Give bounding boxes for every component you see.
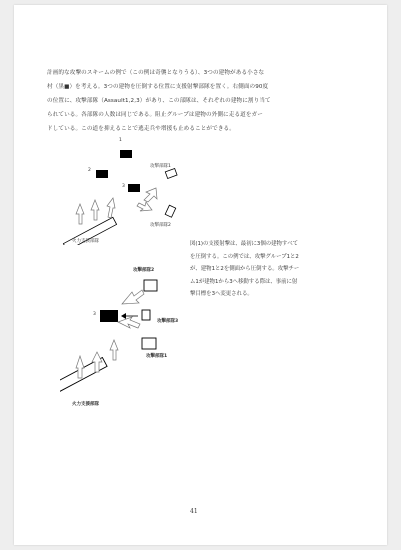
assault-team-3-box: [142, 310, 150, 320]
arrow-icon: [76, 356, 84, 378]
building-3-number: 3: [93, 312, 96, 317]
paragraph-line: ドしている。この道を抑えることで逃走兵や増援も止めることができる。: [47, 126, 235, 132]
building-3: [128, 184, 140, 192]
building-1-number: 1: [119, 138, 122, 143]
assault-team-3-label: 攻撃部隊3: [157, 319, 179, 324]
support-fire-label: 火力支援部隊: [72, 239, 99, 244]
paragraph-line: の位置に、攻撃部隊（Assault1,2,3）があり、この部隊は、それぞれの建物に割り当て: [47, 98, 271, 104]
arrow-icon: [121, 313, 126, 319]
arrow-icon: [144, 188, 157, 202]
assault-team-1-label: 攻撃部隊1: [146, 354, 168, 359]
assault-team-2-label: 攻撃部隊2: [150, 223, 171, 228]
arrow-icon: [137, 202, 152, 211]
assault-team-2-box: [165, 205, 176, 217]
caption-line: 図(1)の支援射撃は、最初に3個の建物すべて: [190, 241, 298, 247]
assault-team-1-box: [142, 338, 156, 349]
caption-line: が、建物1と2を側面から圧倒する。攻撃チー: [190, 266, 300, 272]
figure-1-diagram: [60, 140, 200, 245]
figure-2-diagram: [60, 272, 190, 402]
assault-team-1-label: 攻撃部隊1: [150, 164, 171, 169]
paragraph-line: 村（黒■）を考える。3つの建物を圧倒する位置に支援射撃部隊を置く。右側面の90度: [47, 84, 269, 90]
paragraph-line: られている。各部隊の人数は同じである。阻止グループは建物の外側に走る道をガー: [47, 112, 263, 118]
caption-line: を圧倒する。この例では、攻撃グループ1と2: [190, 253, 299, 260]
building-3: [100, 310, 118, 322]
building-2-number: 2: [88, 168, 91, 173]
caption-line: 撃目標を3へ変更される。: [190, 291, 253, 297]
assault-team-1-box: [165, 168, 177, 178]
arrow-icon: [122, 290, 144, 304]
paragraph-line: 計画的な攻撃のスキームの例で（この例は奇襲となりうる）、3つの建物がある小さな: [47, 70, 265, 76]
assault-team-2-label: 攻撃部隊2: [133, 268, 155, 273]
building-3-number: 3: [122, 184, 125, 189]
support-fire-box: [60, 357, 107, 402]
caption-line: ム1が建物1から3へ移動する際は、事前に射: [190, 278, 298, 285]
figure-caption: [190, 238, 370, 301]
arrow-icon: [91, 200, 99, 220]
arrow-icon: [110, 340, 118, 360]
building-1: [120, 150, 132, 158]
assault-team-2-box: [144, 280, 157, 291]
arrow-icon: [92, 352, 102, 372]
arrow-icon: [118, 317, 140, 328]
arrow-icon: [107, 198, 115, 218]
page-number: 41: [190, 508, 198, 515]
building-2: [96, 170, 108, 178]
body-paragraph: [47, 66, 332, 136]
arrow-icon: [76, 204, 84, 224]
support-fire-label: 火力支援部隊: [72, 402, 99, 407]
